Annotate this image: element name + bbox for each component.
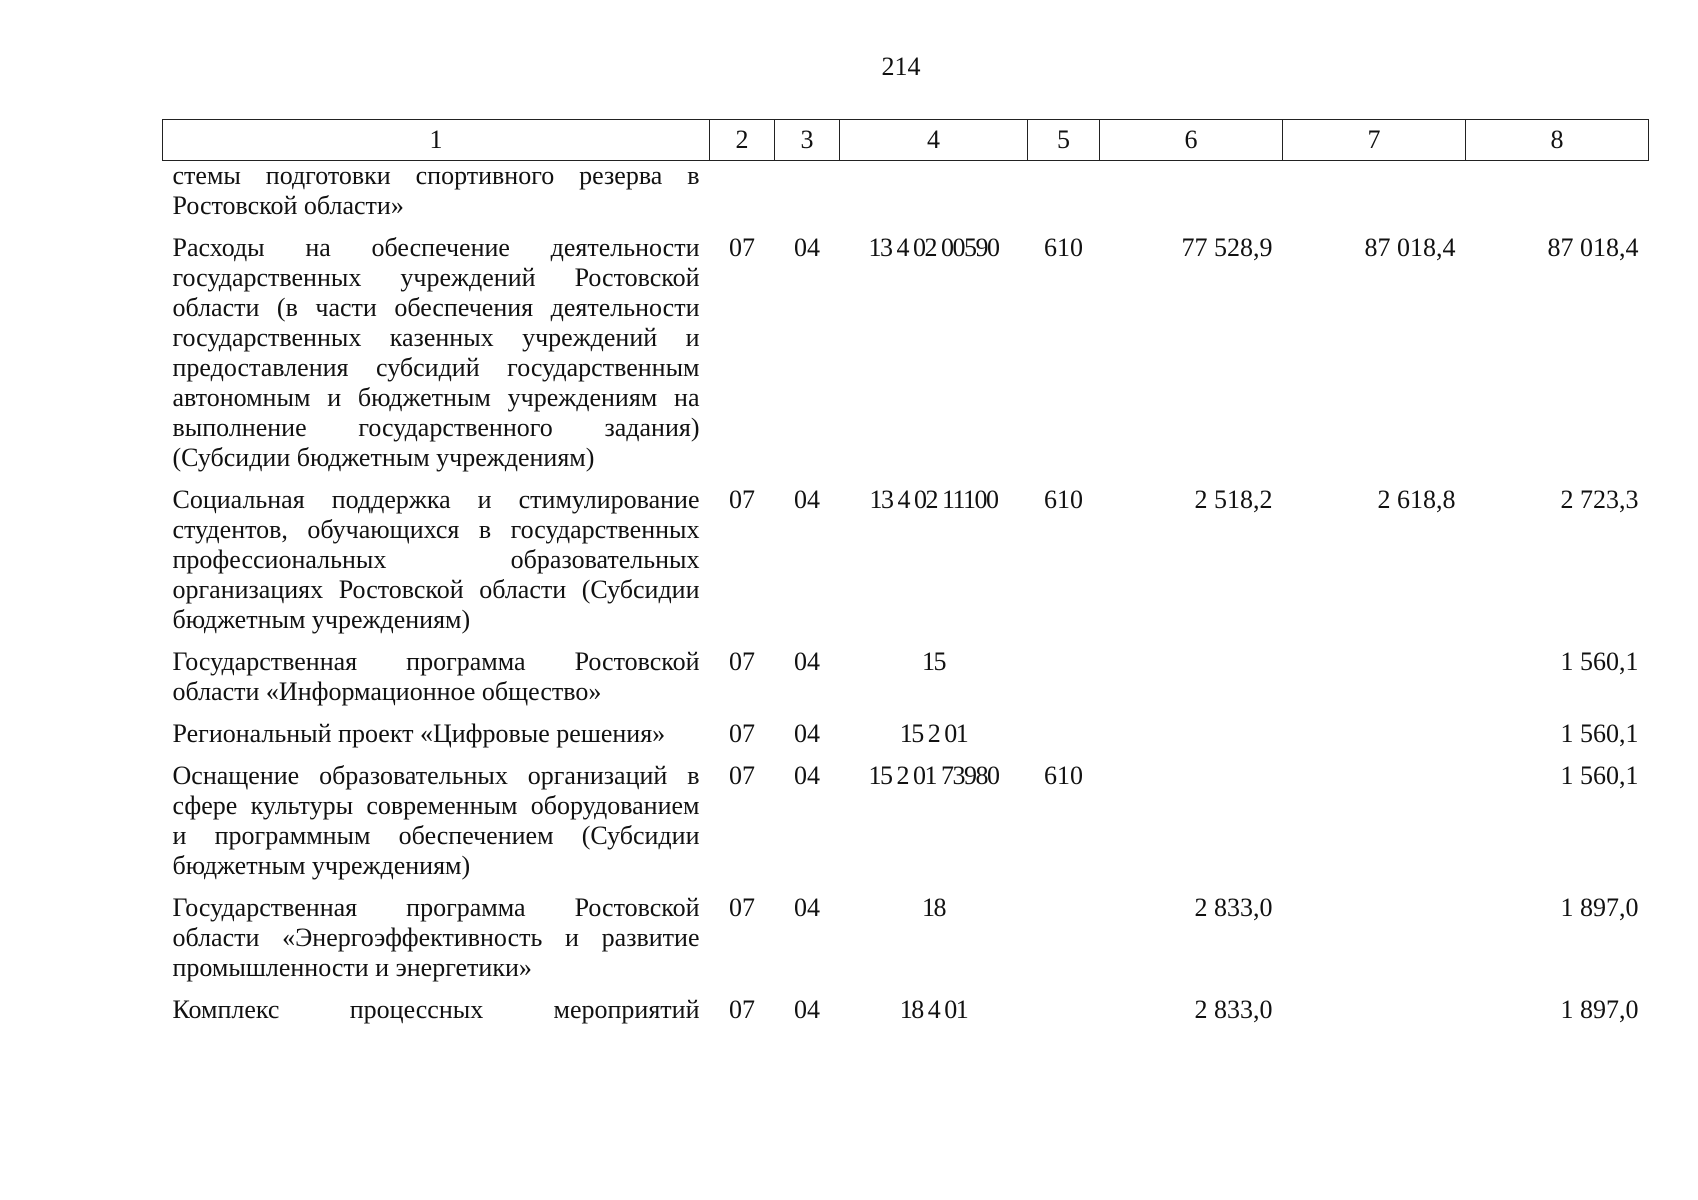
- row-amount-7: [1283, 893, 1466, 995]
- row-amount-8: 1 897,0: [1560, 995, 1639, 1024]
- row-expense-type: [1028, 893, 1100, 995]
- row-subsection: 04: [794, 485, 820, 514]
- row-amount-7: [1283, 161, 1466, 234]
- row-expense-type: [1028, 161, 1100, 234]
- column-header-7: 7: [1283, 120, 1466, 161]
- row-name: Региональный проект «Цифровые решения»: [172, 719, 666, 748]
- row-amount-7: [1283, 719, 1466, 761]
- row-expense-type: [1028, 995, 1100, 1037]
- row-amount-6: 77 528,9: [1181, 233, 1273, 262]
- row-target-item: [840, 161, 1028, 234]
- row-section: 07: [729, 233, 755, 262]
- row-name: стемы подготовки спортивного резерва в Ростовской области»: [172, 161, 700, 220]
- row-section: 07: [729, 719, 755, 748]
- table-row: [163, 647, 1649, 719]
- column-header-6: 6: [1100, 120, 1283, 161]
- row-target-item: 13 4 02 00590: [868, 233, 999, 262]
- row-target-item: 15: [922, 647, 945, 676]
- row-amount-8: [1466, 161, 1649, 234]
- row-target-item: 13 4 02 11100: [869, 485, 998, 514]
- row-amount-8: 1 560,1: [1560, 647, 1639, 676]
- row-amount-8: 1 560,1: [1560, 719, 1639, 748]
- row-amount-6: [1100, 161, 1283, 234]
- table-row: [163, 233, 1649, 485]
- row-name: Социальная поддержка и стимулирование студентов, обучающихся в государственных профессиональных образовательных организациях Ростовской области (Субсидии бюджетным учреждениям): [172, 485, 700, 634]
- row-amount-6: 2 833,0: [1194, 995, 1273, 1024]
- column-header-2: 2: [710, 120, 775, 161]
- row-name: Государственная программа Ростовской области «Информационное общество»: [172, 647, 700, 706]
- table-row: [163, 761, 1649, 893]
- row-amount-6: [1100, 647, 1283, 719]
- row-name: Комплекс процессных мероприятий: [172, 995, 700, 1024]
- row-subsection: 04: [794, 719, 820, 748]
- row-amount-7: 2 618,8: [1377, 485, 1456, 514]
- table-row: [163, 995, 1649, 1037]
- row-subsection: [775, 161, 840, 234]
- row-amount-8: 1 897,0: [1560, 893, 1639, 922]
- budget-table: [162, 119, 1649, 1037]
- row-amount-7: [1283, 647, 1466, 719]
- row-name: Оснащение образовательных организаций в сфере культуры современным оборудованием и программным обеспечением (Субсидии бюджетным учреждениям): [172, 761, 700, 880]
- row-target-item: 18: [922, 893, 945, 922]
- row-target-item: 15 2 01: [899, 719, 968, 748]
- row-amount-6: 2 833,0: [1194, 893, 1273, 922]
- table-body: [163, 161, 1649, 1038]
- row-expense-type: [1028, 647, 1100, 719]
- table-row: [163, 719, 1649, 761]
- row-section: 07: [729, 761, 755, 790]
- column-header-5: 5: [1028, 120, 1100, 161]
- row-expense-type: 610: [1044, 485, 1083, 514]
- table-row: [163, 893, 1649, 995]
- header-row: [163, 120, 1649, 161]
- row-amount-6: 2 518,2: [1194, 485, 1273, 514]
- row-amount-8: 2 723,3: [1560, 485, 1639, 514]
- row-subsection: 04: [794, 233, 820, 262]
- row-target-item: 15 2 01 73980: [868, 761, 999, 790]
- row-name: Расходы на обеспечение деятельности государственных учреждений Ростовской области (в части обеспечения деятельности государственных казенных учреждений и предоставления субсидий государственным автономным и бюджетным учреждениям на выполнение государственного задания) (Субсидии бюджетным учреждениям): [172, 233, 700, 472]
- row-amount-7: [1283, 761, 1466, 893]
- table-row: [163, 161, 1649, 234]
- row-amount-8: 1 560,1: [1560, 761, 1639, 790]
- table-row: [163, 485, 1649, 647]
- row-target-item: 18 4 01: [899, 995, 968, 1024]
- row-amount-6: [1100, 761, 1283, 893]
- row-section: 07: [729, 893, 755, 922]
- column-header-1: 1: [163, 120, 710, 161]
- row-amount-7: [1283, 995, 1466, 1037]
- row-amount-8: 87 018,4: [1547, 233, 1639, 262]
- row-subsection: 04: [794, 647, 820, 676]
- row-expense-type: [1028, 719, 1100, 761]
- column-header-4: 4: [840, 120, 1028, 161]
- row-amount-6: [1100, 719, 1283, 761]
- row-amount-7: 87 018,4: [1364, 233, 1456, 262]
- column-header-3: 3: [775, 120, 840, 161]
- column-header-8: 8: [1466, 120, 1649, 161]
- row-section: 07: [729, 647, 755, 676]
- row-subsection: 04: [794, 893, 820, 922]
- table-header: [163, 120, 1649, 161]
- row-section: [710, 161, 775, 234]
- row-name: Государственная программа Ростовской области «Энергоэффективность и развитие промышленности и энергетики»: [172, 893, 700, 982]
- page-number: 214: [881, 52, 921, 81]
- row-subsection: 04: [794, 761, 820, 790]
- row-expense-type: 610: [1044, 233, 1083, 262]
- row-expense-type: 610: [1044, 761, 1083, 790]
- row-section: 07: [729, 485, 755, 514]
- row-section: 07: [729, 995, 755, 1024]
- row-subsection: 04: [794, 995, 820, 1024]
